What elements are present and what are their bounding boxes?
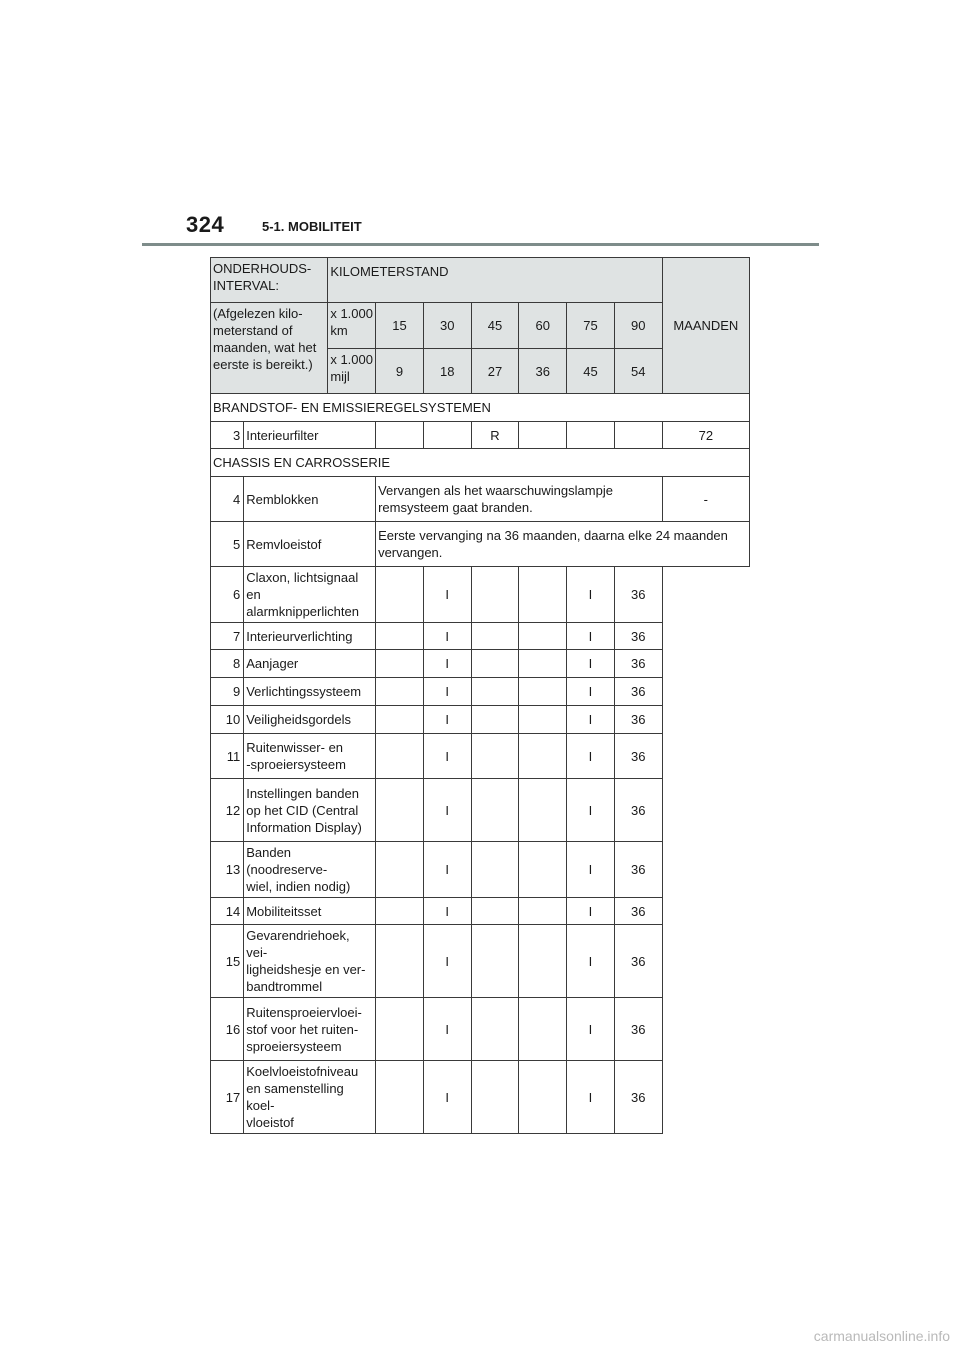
empty-cell [376, 998, 424, 1061]
mile-unit: x 1.000 mijl [328, 349, 376, 394]
row-mark: I [567, 678, 615, 706]
row-months: 36 [614, 706, 662, 734]
row-months: 36 [614, 779, 662, 842]
empty-cell [519, 898, 567, 925]
row-mark: I [423, 1061, 471, 1134]
empty-cell [471, 898, 519, 925]
empty-cell [376, 650, 424, 678]
row-number: 16 [211, 998, 244, 1061]
row-item-text: Interieurverlichting [246, 628, 353, 644]
row-item [244, 998, 376, 1061]
row-months: 36 [614, 678, 662, 706]
row-months: 36 [614, 623, 662, 650]
km-unit: x 1.000 km [328, 303, 376, 349]
km-value: 90 [614, 303, 662, 349]
row-mark: I [567, 779, 615, 842]
row-mark: I [423, 623, 471, 650]
row-mark: I [567, 567, 615, 623]
empty-cell [471, 706, 519, 734]
row-number: 13 [211, 842, 244, 898]
row-months: 36 [614, 650, 662, 678]
empty-cell [519, 1061, 567, 1134]
table-row [211, 623, 750, 650]
page-number: 324 [186, 212, 225, 237]
row-number: 15 [211, 925, 244, 998]
empty-cell [376, 925, 424, 998]
table-row [211, 734, 750, 779]
row-item [244, 706, 376, 734]
row-mark: I [567, 623, 615, 650]
empty-cell [471, 734, 519, 779]
table-row [211, 898, 750, 925]
empty-cell [471, 678, 519, 706]
km-value: 15 [376, 303, 424, 349]
section-title: 5-1. MOBILITEIT [262, 219, 362, 234]
row-mark: I [567, 925, 615, 998]
row-mark: I [423, 898, 471, 925]
row-mark: I [567, 998, 615, 1061]
empty-cell [471, 567, 519, 623]
header-row [211, 258, 750, 303]
empty-cell [614, 422, 662, 449]
row-mark: I [567, 734, 615, 779]
row-number: 5 [211, 522, 244, 567]
empty-cell [471, 623, 519, 650]
row-number: 8 [211, 650, 244, 678]
km-header: KILOMETERSTAND [328, 258, 662, 303]
row-item-text: Instellingen banden op het CID (Central Information Display) [246, 785, 362, 835]
empty-cell [376, 706, 424, 734]
table-row [211, 1061, 750, 1134]
empty-cell [519, 998, 567, 1061]
empty-cell [519, 567, 567, 623]
row-mark: I [423, 998, 471, 1061]
row-number: 7 [211, 623, 244, 650]
row-item-text: Gevarendriehoek, vei- ligheidshesje en ver- bandtrommel [246, 928, 366, 994]
row-item: Remblokken [244, 477, 376, 522]
row-mark: I [567, 898, 615, 925]
km-value: 30 [423, 303, 471, 349]
row-item [244, 842, 376, 898]
row-item-text: Koelvloeistofniveau en samenstelling koel- vloeistof [246, 1064, 359, 1130]
row-number: 12 [211, 779, 244, 842]
empty-cell [423, 422, 471, 449]
header-divider [142, 243, 819, 246]
section-fuel-emission: BRANDSTOF- EN EMISSIEREGELSYSTEMEN [211, 394, 750, 422]
row-item: Remvloeistof [244, 522, 376, 567]
row-note: Vervangen als het waarschuwingslampje remsysteem gaat branden. [376, 477, 663, 522]
inspection-rows [211, 567, 750, 1134]
section-chassis-body: CHASSIS EN CARROSSERIE [211, 449, 750, 477]
row-item [244, 1061, 376, 1134]
row-number: 11 [211, 734, 244, 779]
row-months: 36 [614, 567, 662, 623]
section-row [211, 394, 750, 422]
row-item-text: Ruitenwisser- en -sproeiersysteem [246, 740, 346, 772]
table-row [211, 842, 750, 898]
row-months: 36 [614, 1061, 662, 1134]
months-header: MAANDEN [662, 258, 749, 394]
mile-value: 18 [423, 349, 471, 394]
row-number: 4 [211, 477, 244, 522]
empty-cell [471, 925, 519, 998]
row-mark: I [423, 779, 471, 842]
row-number: 6 [211, 567, 244, 623]
empty-cell [376, 422, 424, 449]
row-mark: I [423, 734, 471, 779]
row-number: 9 [211, 678, 244, 706]
row-item-text: Aanjager [246, 656, 299, 671]
row-mark: I [423, 925, 471, 998]
row-item [244, 623, 376, 650]
row-item-text: Claxon, lichtsignaal en alarmknipperlichten [246, 570, 359, 619]
row-months: 36 [614, 734, 662, 779]
row-months: 36 [614, 925, 662, 998]
empty-cell [376, 623, 424, 650]
empty-cell [567, 422, 615, 449]
mile-value: 9 [376, 349, 424, 394]
table-row [211, 477, 750, 522]
row-mark: I [567, 650, 615, 678]
row-months: 36 [614, 998, 662, 1061]
section-row [211, 449, 750, 477]
row-item [244, 898, 376, 925]
row-mark: R [471, 422, 519, 449]
row-months: 72 [662, 422, 749, 449]
empty-cell [376, 734, 424, 779]
table-row [211, 522, 750, 567]
row-item [244, 650, 376, 678]
mile-value: 45 [567, 349, 615, 394]
empty-cell [376, 1061, 424, 1134]
empty-cell [519, 623, 567, 650]
empty-cell [519, 650, 567, 678]
row-item-text: Verlichtingssysteem [246, 684, 362, 699]
row-item [244, 567, 376, 623]
row-mark: I [567, 1061, 615, 1134]
km-value: 60 [519, 303, 567, 349]
row-mark: I [423, 842, 471, 898]
mile-value: 36 [519, 349, 567, 394]
row-note: Eerste vervanging na 36 maanden, daarna elke 24 maanden vervangen. [376, 522, 750, 567]
table-row [211, 706, 750, 734]
row-item [244, 678, 376, 706]
km-value: 45 [471, 303, 519, 349]
empty-cell [471, 779, 519, 842]
empty-cell [471, 998, 519, 1061]
row-item [244, 925, 376, 998]
row-number: 17 [211, 1061, 244, 1134]
mile-value: 54 [614, 349, 662, 394]
row-mark: I [567, 706, 615, 734]
row-mark: I [423, 706, 471, 734]
table-row [211, 925, 750, 998]
mile-value: 27 [471, 349, 519, 394]
row-item-text: Mobiliteitsset [246, 903, 322, 919]
table-row [211, 779, 750, 842]
empty-cell [519, 734, 567, 779]
table-row [211, 422, 750, 449]
row-number: 3 [211, 422, 244, 449]
row-item-text: Ruitensproeiervloei- stof voor het ruiten- sproeiersysteem [246, 1004, 362, 1054]
row-months: - [662, 477, 749, 522]
empty-cell [471, 842, 519, 898]
empty-cell [376, 567, 424, 623]
empty-cell [519, 779, 567, 842]
empty-cell [376, 898, 424, 925]
maintenance-schedule-table [210, 257, 750, 1134]
row-mark: I [423, 567, 471, 623]
row-number: 10 [211, 706, 244, 734]
table-row [211, 998, 750, 1061]
empty-cell [519, 422, 567, 449]
row-item-text: Veiligheidsgordels [246, 712, 352, 727]
interval-label: ONDERHOUDS- INTERVAL: [211, 258, 328, 303]
row-mark: I [423, 678, 471, 706]
row-item [244, 779, 376, 842]
empty-cell [471, 650, 519, 678]
empty-cell [519, 925, 567, 998]
row-item: Interieurfilter [244, 422, 376, 449]
row-item-text: Banden (noodreserve- wiel, indien nodig) [246, 845, 351, 894]
row-months: 36 [614, 842, 662, 898]
empty-cell [519, 678, 567, 706]
row-mark: I [423, 650, 471, 678]
row-number: 14 [211, 898, 244, 925]
empty-cell [519, 706, 567, 734]
watermark: carmanualsonline.info [813, 1328, 950, 1344]
table-row [211, 567, 750, 623]
table-row [211, 678, 750, 706]
reading-note: (Afgelezen kilo- meterstand of maanden, wat het eerste is bereikt.) [211, 303, 328, 394]
empty-cell [519, 842, 567, 898]
empty-cell [471, 1061, 519, 1134]
empty-cell [376, 842, 424, 898]
row-months: 36 [614, 898, 662, 925]
empty-cell [376, 779, 424, 842]
km-value: 75 [567, 303, 615, 349]
empty-cell [376, 678, 424, 706]
row-mark: I [567, 842, 615, 898]
row-item [244, 734, 376, 779]
table-row [211, 650, 750, 678]
